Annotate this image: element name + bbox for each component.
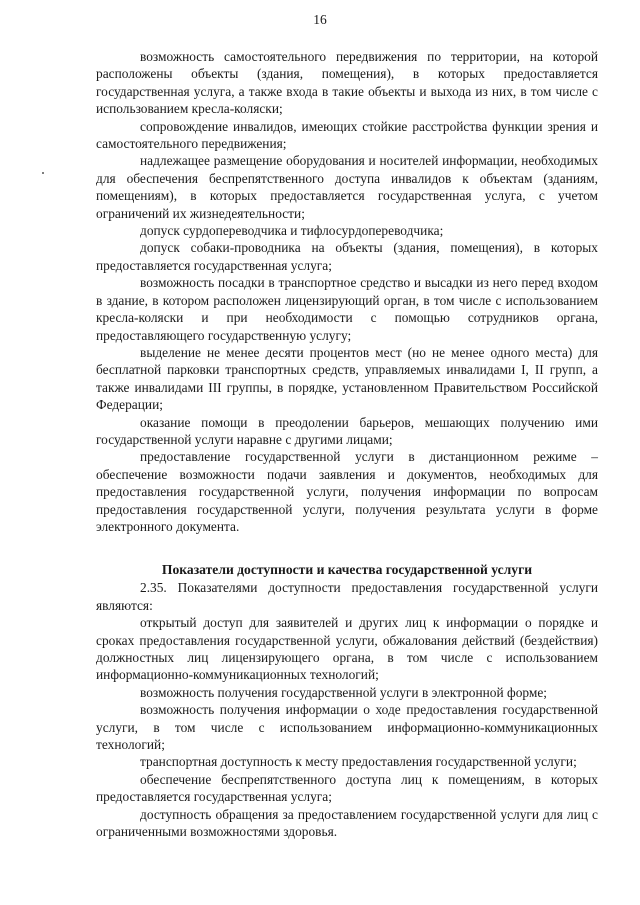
- paragraph: оказание помощи в преодолении барьеров, мешающих получению ими государственной услуги наравне с другими лицами;: [96, 414, 598, 447]
- document-body: [96, 48, 598, 840]
- paragraph: 2.35. Показателями доступности предоставления государственной услуги являются:: [96, 580, 598, 613]
- margin-mark: [42, 172, 44, 174]
- paragraph: транспортная доступность к месту предоставления государственной услуги;: [140, 754, 577, 770]
- paragraph: предоставление государственной услуги в дистанционном режиме – обеспечение возможности подачи заявления и документов, необходимых для предоставления государственной услуги, получения информации по вопросам предоставления государственной услуги, получения результата услуги в форме электронного документа.: [96, 449, 598, 534]
- paragraph: надлежащее размещение оборудования и носителей информации, необходимых для обеспечения беспрепятственного доступа инвалидов к объектам (зданиям, помещениям), в которых предоставляется государственная услуга, с учетом ограничений их жизнедеятельности;: [96, 153, 598, 221]
- paragraph: открытый доступ для заявителей и других лиц к информации о порядке и сроках предоставления государственной услуги, обжалования действий (бездействия) должностных лиц лицензирующего органа, в том числе с использованием информационно-коммуникационных технологий;: [96, 615, 598, 683]
- paragraph: допуск сурдопереводчика и тифлосурдопереводчика;: [140, 223, 444, 239]
- paragraph: возможность посадки в транспортное средство и высадки из него перед входом в здание, в котором расположен лицензирующий орган, в том числе с использованием кресла-коляски и при необходимости с помощью сотрудников органа, предоставляющего государственную услугу;: [96, 275, 598, 343]
- paragraph: доступность обращения за предоставлением государственной услуги для лиц с ограниченными возможностями здоровья.: [96, 806, 598, 840]
- paragraph: допуск собаки-проводника на объекты (здания, помещения), в которых предоставляется государственная услуга;: [96, 240, 598, 273]
- paragraph: сопровождение инвалидов, имеющих стойкие расстройства функции зрения и самостоятельного передвижения;: [96, 118, 598, 152]
- paragraph: возможность получения информации о ходе предоставления государственной услуги, в том числе с использованием информационно-коммуникационных технологий;: [96, 702, 598, 753]
- paragraph: обеспечение беспрепятственного доступа лиц к помещениям, в которых предоставляется государственная услуга;: [96, 771, 598, 805]
- paragraph: возможность самостоятельного передвижения по территории, на которой расположены объекты (здания, помещения), в которых предоставляется государственная услуга, а также входа в такие объекты и выхода из них, в том числе с использованием кресла-коляски;: [96, 49, 598, 117]
- paragraph: выделение не менее десяти процентов мест (но не менее одного места) для бесплатной парковки транспортных средств, управляемых инвалидами I, II групп, а также инвалидами III группы, в порядке, установленном Правительством Российской Федерации;: [96, 344, 598, 413]
- paragraph: возможность получения государственной услуги в электронной форме;: [140, 684, 548, 700]
- page-number: 16: [313, 12, 327, 27]
- section-heading: Показатели доступности и качества государственной услуги: [161, 562, 533, 578]
